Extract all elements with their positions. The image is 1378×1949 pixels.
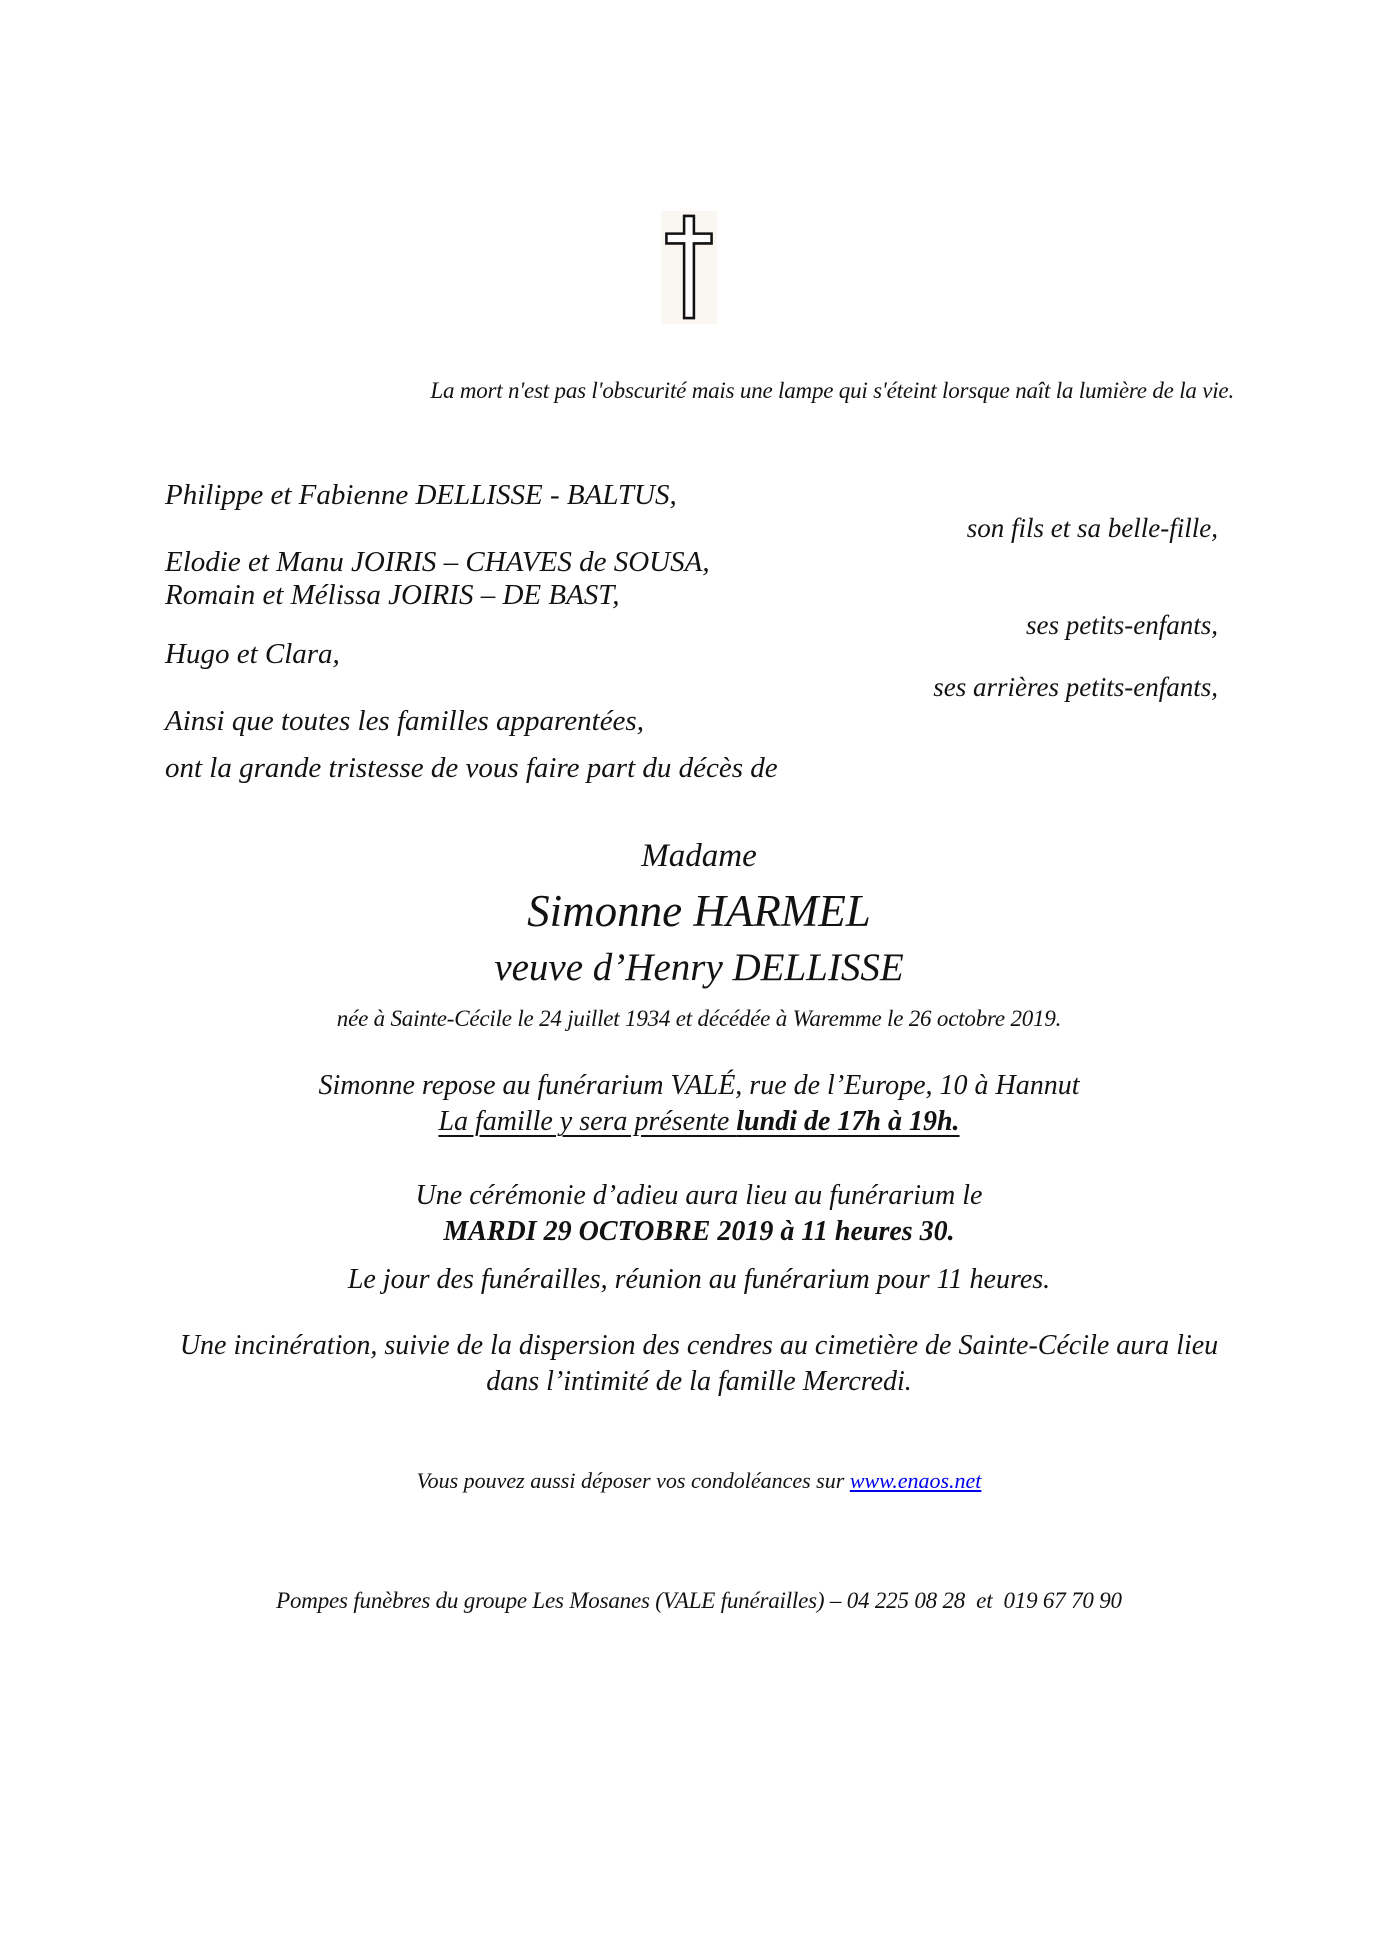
wake-block xyxy=(165,1068,1233,1141)
announcement-sentence: ont la grande tristesse de vous faire part du décès de xyxy=(165,752,778,784)
ceremony-intro: Une cérémonie d’adieu aura lieu au funérarium le xyxy=(415,1180,983,1211)
epigraph-quote: La mort n'est pas l'obscurité mais une lampe qui s'éteint lorsque naît la lumière de la vie. xyxy=(430,378,1234,403)
relation-son: son fils et sa belle-fille, xyxy=(966,513,1218,543)
announcer-great-grandchildren: Hugo et Clara, xyxy=(165,638,340,670)
wake-presence-time: lundi de 17h à 19h. xyxy=(736,1106,960,1138)
deceased-block xyxy=(165,838,1233,1032)
wake-presence-prefix: La famille y sera présente xyxy=(438,1106,737,1138)
ceremony-block xyxy=(165,1178,1233,1251)
funeral-home-footer: Pompes funèbres du groupe Les Mosanes (VALE funérailles) – 04 225 08 28 et 019 67 70 90 xyxy=(276,1588,1122,1613)
condolences-prefix: Vous pouvez aussi déposer vos condoléances sur xyxy=(416,1468,850,1493)
announcer-son: Philippe et Fabienne DELLISSE - BALTUS, xyxy=(165,479,677,511)
deceased-name: Simonne HARMEL xyxy=(527,886,871,936)
latin-cross-icon xyxy=(661,211,717,324)
wake-presence xyxy=(165,1104,1233,1140)
ceremony-datetime: MARDI 29 OCTOBRE 2019 à 11 heures 30. xyxy=(443,1216,955,1248)
relation-grandchildren: ses petits-enfants, xyxy=(1026,610,1218,640)
announcer-grandchild-1: Elodie et Manu JOIRIS – CHAVES de SOUSA, xyxy=(165,546,710,578)
cremation-paragraph: Une incinération, suivie de la dispersion des cendres au cimetière de Sainte-Cécile aura lieu dans l’intimité de la famille Mercredi. xyxy=(179,1330,1219,1398)
relation-great-grandchildren: ses arrières petits-enfants, xyxy=(933,672,1218,702)
deceased-life-dates: née à Sainte-Cécile le 24 juillet 1934 et décédée à Waremme le 26 octobre 2019. xyxy=(336,1006,1062,1031)
wake-location: Simonne repose au funérarium VALÉ, rue de l’Europe, 10 à Hannut xyxy=(318,1070,1080,1101)
announcer-grandchild-2: Romain et Mélissa JOIRIS – DE BAST, xyxy=(165,579,620,611)
funeral-meeting-line: Le jour des funérailles, réunion au funérarium pour 11 heures. xyxy=(347,1264,1051,1295)
deceased-title: Madame xyxy=(641,838,757,874)
announcer-families: Ainsi que toutes les familles apparentées, xyxy=(165,705,644,737)
deceased-widow-of: veuve d’Henry DELLISSE xyxy=(494,946,904,989)
condolences-link[interactable]: www.enaos.net xyxy=(849,1468,982,1493)
condolences-line xyxy=(165,1468,1233,1494)
